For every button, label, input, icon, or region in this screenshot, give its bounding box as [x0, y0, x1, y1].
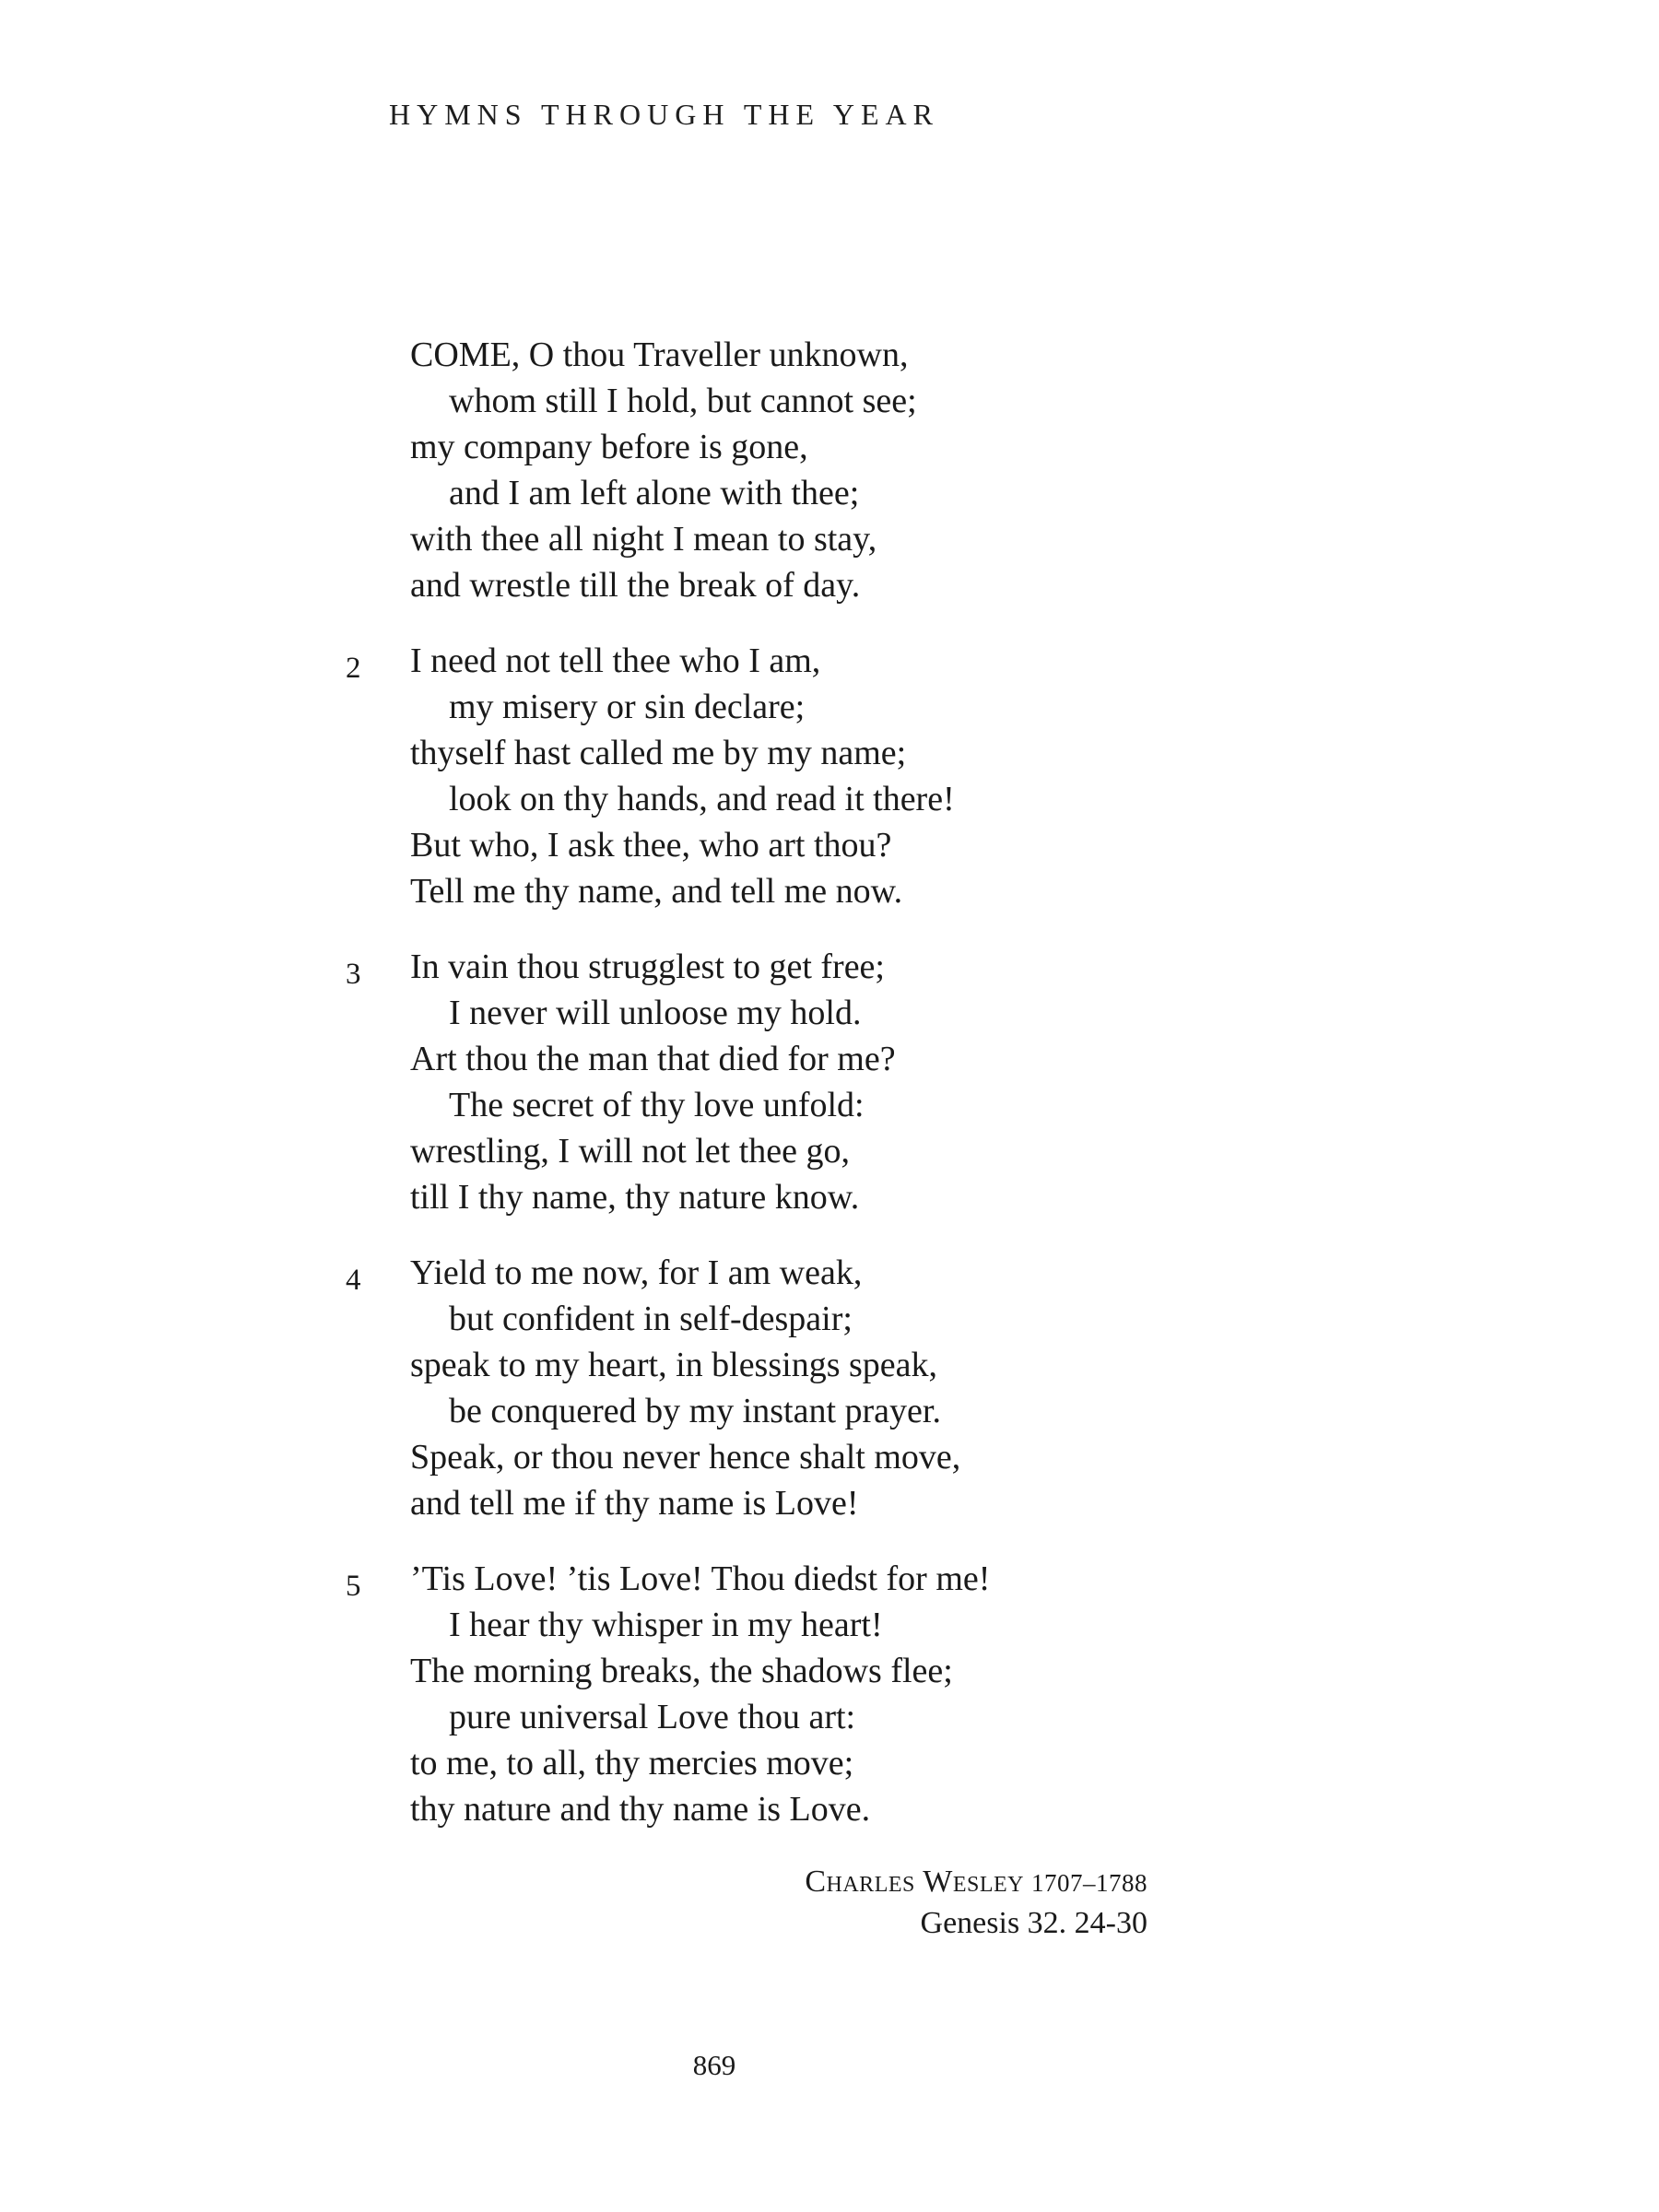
stanza-3: [327, 944, 1249, 1220]
hymn-line: The secret of thy love unfold:: [449, 1086, 865, 1124]
hymn-line: with thee all night I mean to stay,: [410, 520, 877, 559]
hymn-line: speak to my heart, in blessings speak,: [410, 1346, 938, 1384]
hymn-line: thy nature and thy name is Love.: [410, 1790, 871, 1829]
hymn-line: Yield to me now, for I am weak,: [410, 1253, 863, 1292]
hymn-line: But who, I ask thee, who art thou?: [410, 826, 892, 865]
hymn-line: and tell me if thy name is Love!: [410, 1484, 859, 1523]
hymn-line: look on thy hands, and read it there!: [449, 780, 955, 818]
hymn-text: [327, 332, 1249, 1862]
stanza-number: 2: [346, 652, 361, 685]
hymn-line: till I thy name, thy nature know.: [410, 1178, 860, 1217]
hymn-line: to me, to all, thy mercies move;: [410, 1744, 854, 1783]
hymn-line: be conquered by my instant prayer.: [449, 1392, 941, 1430]
hymn-line: I need not tell thee who I am,: [410, 641, 821, 680]
hymn-line: In vain thou strugglest to get free;: [410, 947, 885, 986]
hymn-line: Art thou the man that died for me?: [410, 1040, 896, 1078]
stanza-2: [327, 638, 1249, 914]
stanza-number: 5: [346, 1570, 361, 1603]
hymn-line: COME, O thou Traveller unknown,: [410, 335, 909, 374]
hymn-line: and wrestle till the break of day.: [410, 566, 861, 605]
hymn-line: The morning breaks, the shadows flee;: [410, 1652, 953, 1690]
hymn-line: Tell me thy name, and tell me now.: [410, 872, 903, 911]
scripture-reference: Genesis 32. 24-30: [920, 1906, 1147, 1940]
author-name: Charles Wesley: [805, 1865, 1024, 1899]
hymn-line: Speak, or thou never hence shalt move,: [410, 1438, 961, 1477]
hymn-line: I hear thy whisper in my heart!: [449, 1606, 883, 1644]
stanza-number: 4: [346, 1264, 361, 1297]
hymn-line: and I am left alone with thee;: [449, 474, 860, 512]
attribution: [805, 1862, 1147, 1944]
hymn-line: thyself hast called me by my name;: [410, 734, 907, 772]
stanza-number: 3: [346, 958, 361, 991]
stanza-5: [327, 1556, 1249, 1832]
hymn-line: whom still I hold, but cannot see;: [449, 382, 917, 420]
hymn-line: my company before is gone,: [410, 428, 808, 466]
hymn-line: but confident in self-despair;: [449, 1300, 853, 1338]
stanza-1: [327, 332, 1249, 608]
stanza-4: [327, 1250, 1249, 1526]
hymn-line: I never will unloose my hold.: [449, 994, 862, 1032]
hymn-line: wrestling, I will not let thee go,: [410, 1132, 851, 1171]
hymn-line: my misery or sin declare;: [449, 688, 806, 726]
hymn-line: pure universal Love thou art:: [449, 1698, 856, 1736]
running-header: HYMNS THROUGH THE YEAR: [389, 98, 939, 131]
author-dates: 1707–1788: [1031, 1869, 1147, 1897]
page-number: 869: [692, 2049, 736, 2081]
hymn-line: ’Tis Love! ’tis Love! Thou diedst for me!: [410, 1559, 991, 1598]
author-line: [805, 1862, 1147, 1903]
